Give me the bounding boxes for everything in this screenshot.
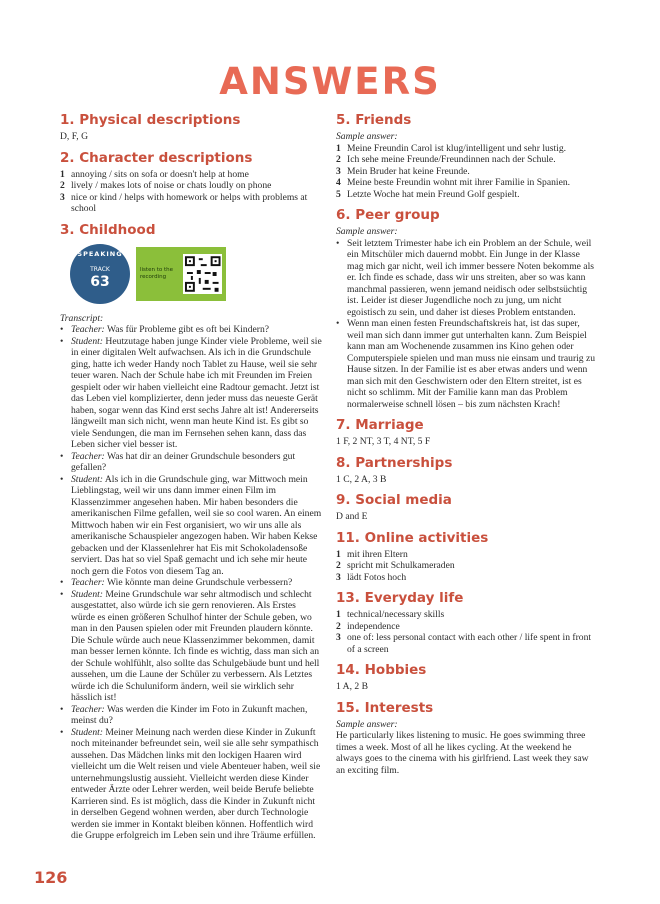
answer-text: 1 C, 2 A, 3 B <box>336 473 387 485</box>
list-item: 3 nice or kind / helps with homework or helps with problems at school <box>60 191 308 214</box>
answer-text: D and E <box>336 511 368 522</box>
list-item: • Seit letztem Trimester habe ich ein Problem an der Schule, weil ein Mitschüler mich dauernd mobbt. Ein Junge in der Klasse mag mich gar nicht, weil ich immer bessere Noten bekomme als er. Ich finde es schade, dass wir uns streiten, aber so was kann manchmal passieren, wenn jemand neidisch oder selbstsüchtig ist. Leider ist dieser Jugendliche noch zu jung, um nicht egoistisch zu sein, und daher ist dieses Problem entstanden. <box>336 237 594 318</box>
list-item: 2 independence <box>336 620 400 632</box>
section-heading: 3. Childhood <box>60 221 156 238</box>
transcript-turn: • Teacher: Wie könnte man deine Grundschule verbessern? <box>60 577 293 588</box>
list-item: 2 Ich sehe meine Freunde/Freundinnen nach der Schule. <box>336 154 556 165</box>
list-item: 1 Meine Freundin Carol ist klug/intelligent und sehr lustig. <box>336 142 567 154</box>
sample-answer-label: Sample answer: <box>336 718 398 730</box>
list-item: 3 lädt Fotos hoch <box>336 571 407 583</box>
sample-answer-label: Sample answer: <box>336 131 398 142</box>
section-heading: 11. Online activities <box>336 529 489 546</box>
section-heading: 2. Character descriptions <box>60 149 253 166</box>
section-heading: 7. Marriage <box>336 417 424 433</box>
section-heading: 5. Friends <box>336 112 412 128</box>
sample-answer-label: Sample answer: <box>336 226 398 237</box>
left-column <box>60 112 322 849</box>
section-friends <box>336 112 598 200</box>
section-heading: 8. Partnerships <box>336 454 453 471</box>
section-interests <box>336 700 598 777</box>
list-item: 2 lively / makes lots of noise or chats loudly on phone <box>60 180 272 191</box>
section-heading: 6. Peer group <box>336 207 440 223</box>
section-heading: 15. Interests <box>336 699 434 716</box>
transcript-turn: • Teacher: Was für Probleme gibt es oft bei Kindern? <box>60 324 270 335</box>
section-partnerships <box>336 455 598 486</box>
section-social-media <box>336 492 598 523</box>
transcript-turn: • Student: Meine Grundschule war sehr altmodisch und schlecht ausgestattet, also würde ich sie gern renovieren. Als Erstes würde es einen größeren Schulhof hinter der Schule geben, wo man in den Pausen spielen oder mit Freunden plaudern könnte. Die Schule würde auch neue Klassenzimmer bekommen, damit man besser lernen könnte. Ich finde es wichtig, dass man sich an der Schule wohlfühlt, also sollte das Schulgebäude bunt und hell aussehen, um die Laune der Schüler zu verbessern. Als Letztes würde ich die Schuluniform ändern, weil sie wirklich sehr hässlich ist! <box>60 588 320 703</box>
answer-text: He particularly likes listening to music. He goes swimming three times a week. Most of all he likes cycling. At the weekend he always goes to the cinema with his girlfriend. Last week they saw an exciting film. <box>336 730 589 776</box>
transcript-turn: • Teacher: Was hat dir an deiner Grundschule besonders gut gefallen? <box>60 450 296 473</box>
qr-code-icon[interactable] <box>183 254 223 294</box>
section-peer-group <box>336 207 598 410</box>
list-item: • Wenn man einen festen Freundschaftskreis hat, ist das super, weil man sich dann immer gut unterhalten kann. Zum Beispiel kann man am Wochenende zusammen ins Kino gehen oder Computerspiele spielen und man muss nie einsam und traurig zu Hause sitzen. In der Familie ist es aber etwas anders und wenn man sich mit den Geschwistern oder den Eltern streitet, ist es nicht so schlimm. Mit der Familie kann man das Problem normalerweise schnell lösen – bis zum nächsten Krach! <box>336 318 596 410</box>
section-marriage <box>336 417 598 448</box>
list-item: 3 Mein Bruder hat keine Freunde. <box>336 165 470 177</box>
speaking-track-box <box>70 243 322 305</box>
section-character-descriptions <box>60 150 322 215</box>
section-heading: 1. Physical descriptions <box>60 112 241 128</box>
listen-box[interactable]: listen to the recording <box>136 247 226 301</box>
section-physical-descriptions <box>60 112 322 143</box>
answer-text: 1 A, 2 B <box>336 681 368 692</box>
section-online-activities <box>336 530 598 584</box>
list-item: 5 Letzte Woche hat mein Freund Golf gespielt. <box>336 188 520 200</box>
right-column <box>336 112 598 783</box>
transcript-turn: • Student: Meiner Meinung nach werden diese Kinder in Zukunft noch miteinander befreundet sein, weil sie alle sehr sympathisch aussehen. Das Mädchen links mit den lockigen Haaren wird vielleicht um die Welt reisen und viele Abenteuer haben, weil sie unternehmungslustig aussieht. Vielleicht werden diese Kinder entweder Ärzte oder Lehrer werden, weil beide Berufe beliebte Karrieren sind. Es ist möglich, dass die Kinder in Zukunft nicht in derselben Gegend wohnen werden, aber durch Technologie werden sie immer in Kontakt bleiben können. Hoffentlich wird die Gruppe erfolgreich im Leben sein und ihre Träume erfüllen. <box>60 726 321 841</box>
section-hobbies <box>336 662 598 693</box>
speaking-badge[interactable]: SPEAKING TRACK 63 <box>70 244 130 304</box>
list-item: 3 one of: less personal contact with each other / life spent in front of a screen <box>336 632 592 655</box>
section-heading: 14. Hobbies <box>336 662 427 678</box>
section-heading: 13. Everyday life <box>336 590 464 606</box>
section-everyday-life <box>336 590 598 655</box>
transcript-turn: • Teacher: Was werden die Kinder im Foto in Zukunft machen, meinst du? <box>60 703 308 726</box>
transcript-label: Transcript: <box>60 312 104 324</box>
answer-text: 1 F, 2 NT, 3 T, 4 NT, 5 F <box>336 436 431 447</box>
answer-text: D, F, G <box>60 131 89 142</box>
transcript-turn: • Student: Heutzutage haben junge Kinder viele Probleme, weil sie in einer digitalen Welt aufwachsen. Als ich in die Grundschule ging, hatte ich weder Handy noch Tablet zu Hause, weil sie sehr teuer waren. Nach der Schule habe ich mit Freunden im Freien gespielt oder wir haben vielleicht eine Radtour gemacht. Jetzt ist das Leben viel komplizierter, denn jeder muss das neueste Gerät haben, sogar wenn das Kind erst sechs Jahre alt ist! Andererseits längweilt man sich nicht, wenn man heute Kind ist. Es gibt so viele Sendungen, die man im Fernsehen sehen kann, dass das Leben sicher viel besser ist. <box>60 335 322 450</box>
list-item: 4 Meine beste Freundin wohnt mit ihrer Familie in Spanien. <box>336 177 571 188</box>
page-title: ANSWERS <box>219 60 441 103</box>
transcript-turn: • Student: Als ich in die Grundschule ging, war Mittwoch mein Lieblingstag, weil wir uns dann immer einen Film im Klassenzimmer angesehen haben. Mir haben besonders die amerikanischen Filme gefallen, weil sie so cool waren. An einem Mittwoch haben wir ein Fest organisiert, wo wir uns alle als amerikanische Schauspieler angezogen haben. Wir haben Kekse gebacken und der Klassenlehrer hat Eis mit Schokoladensoße serviert. Das hat so viel Spaß gemacht und ich sehe mir heute noch gern die Fotos von diesem Tag an. <box>60 473 322 577</box>
list-item: 1 technical/necessary skills <box>336 609 445 620</box>
page-number: 126 <box>34 868 68 887</box>
section-heading: 9. Social media <box>336 492 452 508</box>
list-item: 1 mit ihren Eltern <box>336 548 408 560</box>
list-item: 1 annoying / sits on sofa or doesn't help at home <box>60 168 249 180</box>
list-item: 2 spricht mit Schulkameraden <box>336 560 455 571</box>
section-childhood <box>60 222 322 842</box>
